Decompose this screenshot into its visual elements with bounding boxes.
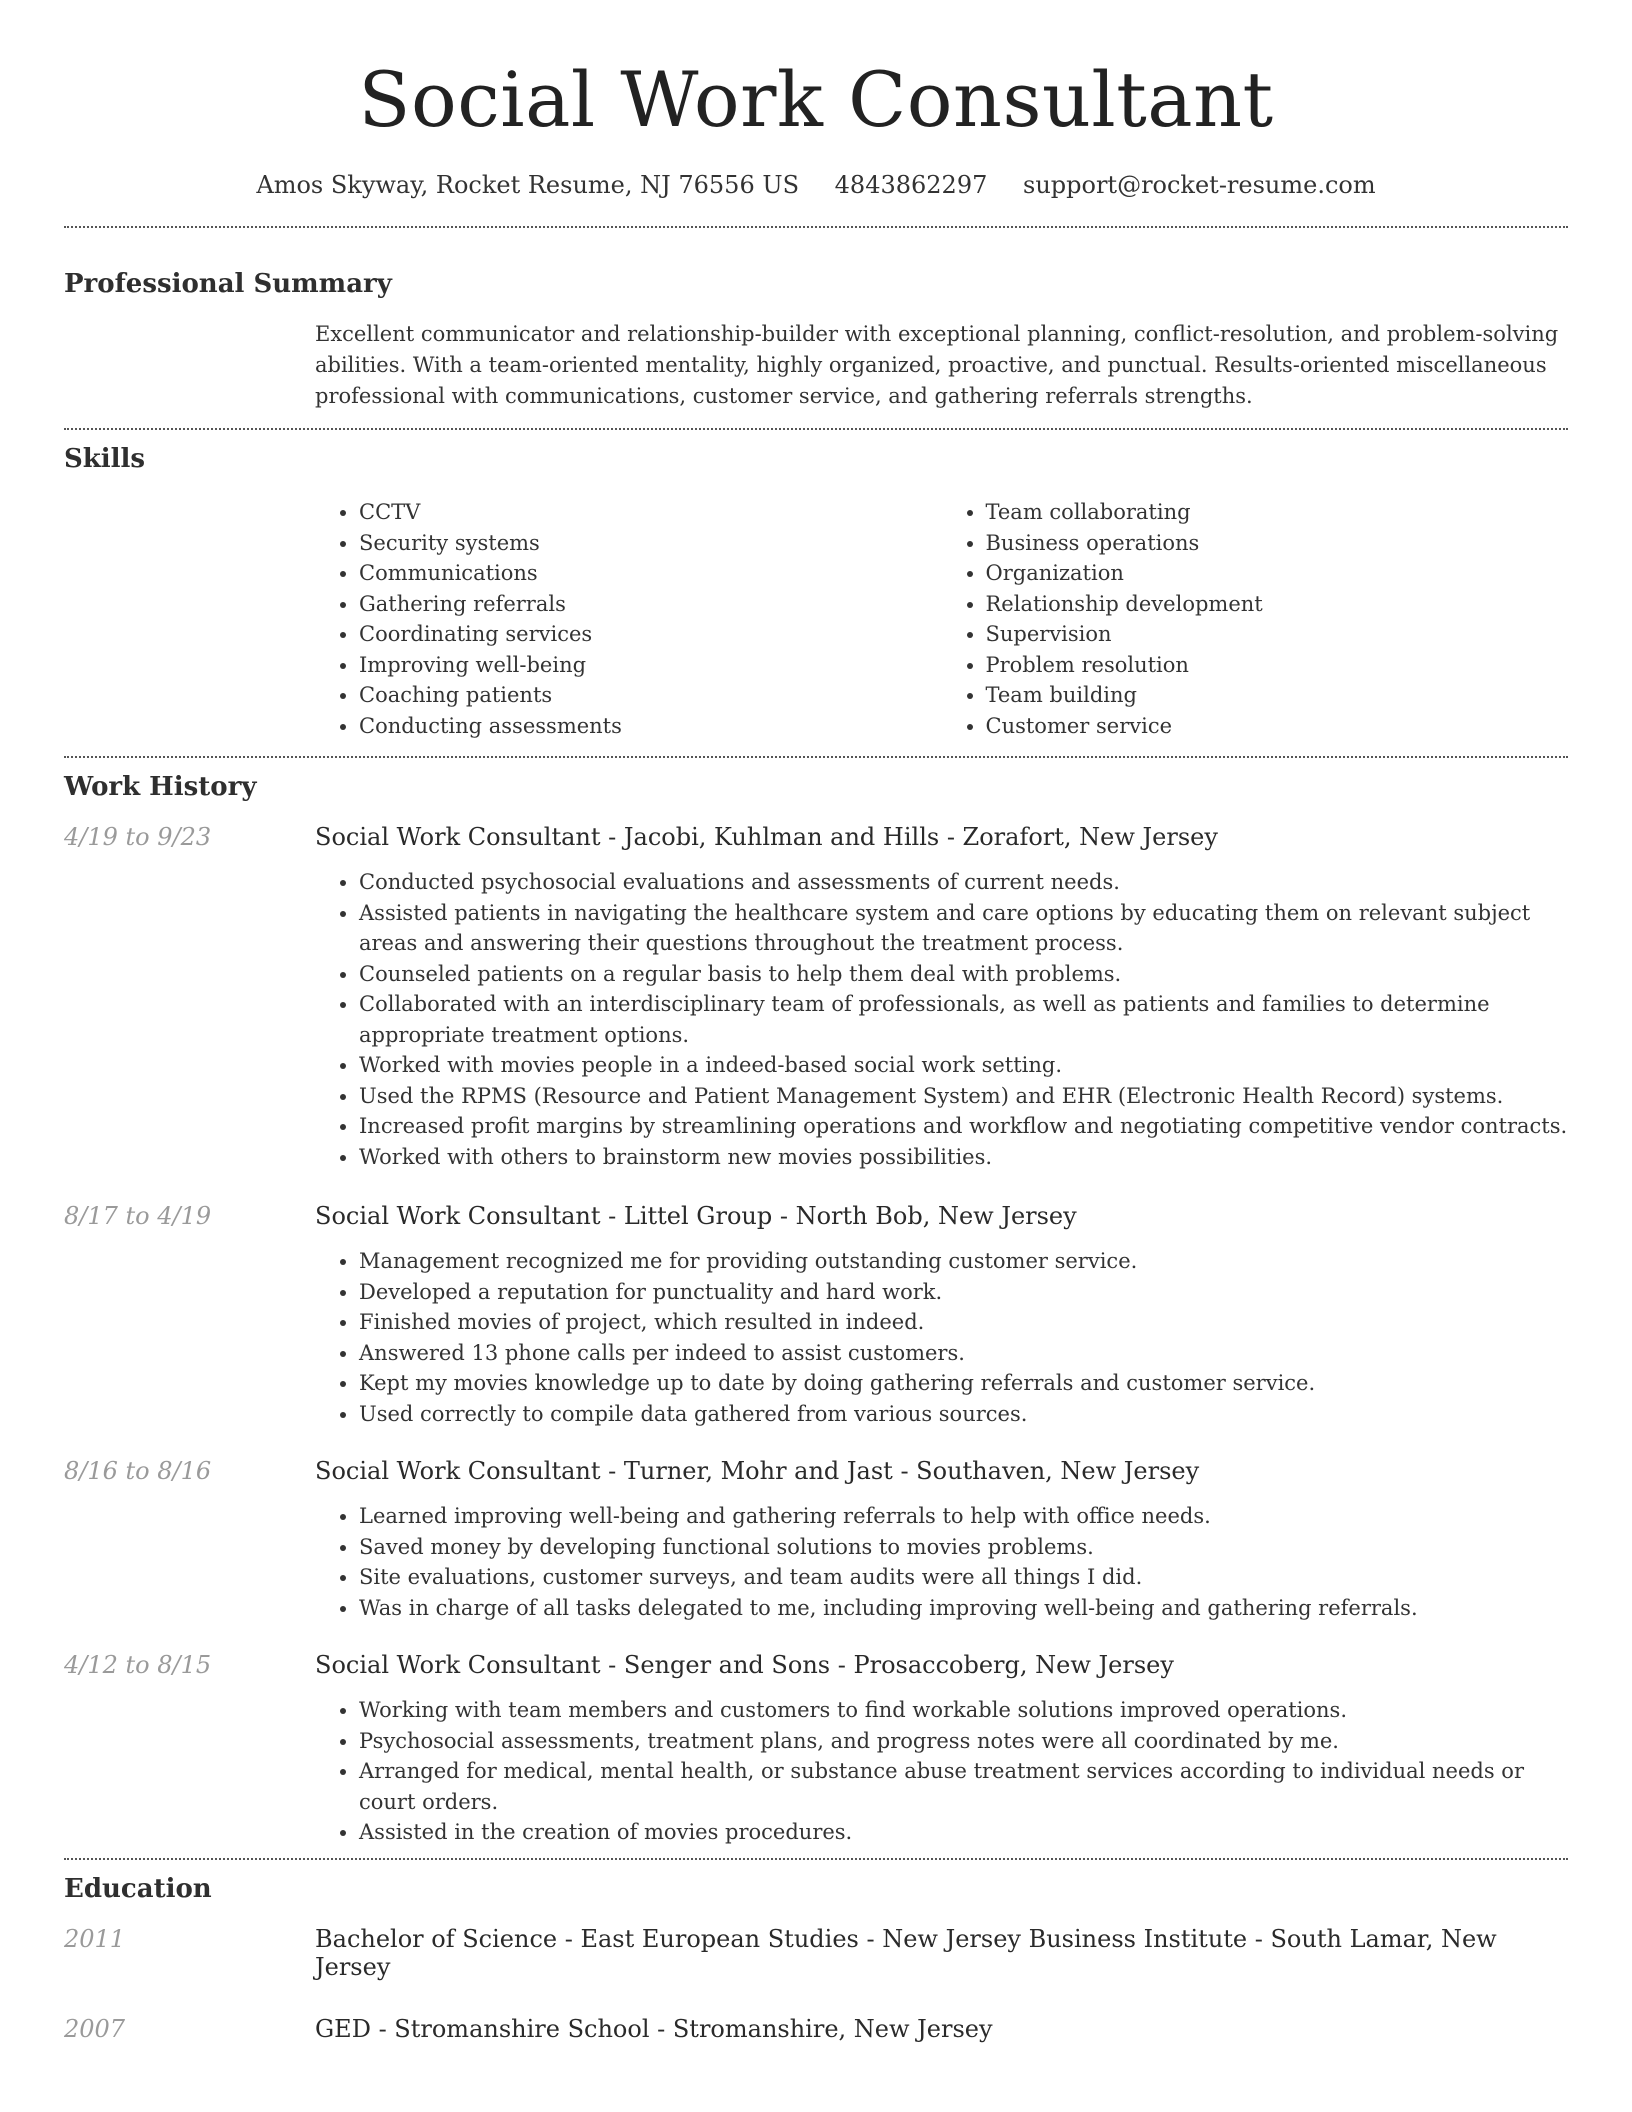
- education-date: 2007: [64, 2014, 126, 2043]
- job-bullets: [315, 867, 1568, 1172]
- job-bullet: • Working with team members and customers to find workable solutions improved operations.: [359, 1695, 1568, 1726]
- section-summary: [64, 268, 1568, 412]
- job-date: 8/17 to 4/19: [64, 1202, 212, 1230]
- resume-name: Social Work Consultant: [358, 55, 1274, 144]
- resume-page: [64, 0, 1568, 2043]
- section-education: [64, 1873, 1568, 2043]
- job-bullet: • Worked with movies people in a indeed-based social work setting.: [359, 1050, 1568, 1081]
- job-date: 8/16 to 8/16: [64, 1457, 212, 1485]
- job-bullet: • Conducted psychosocial evaluations and assessments of current needs.: [359, 867, 1568, 898]
- job-bullet: • Assisted in the creation of movies procedures.: [359, 1817, 1568, 1848]
- education-title: Bachelor of Science - East European Studies - New Jersey Business Institute - South Lamar, New Jersey: [315, 1924, 1497, 1981]
- job-entry: [64, 1457, 1568, 1623]
- job-date: 4/12 to 8/15: [64, 1651, 212, 1679]
- skill-item: • Relationship development: [986, 589, 1569, 620]
- job-bullets: [315, 1695, 1568, 1848]
- skill-item: • Coordinating services: [359, 619, 942, 650]
- job-bullet: • Learned improving well-being and gathering referrals to help with office needs.: [359, 1501, 1568, 1532]
- job-bullet: • Counseled patients on a regular basis to help them deal with problems.: [359, 959, 1568, 990]
- job-bullet: • Increased profit margins by streamlining operations and workflow and negotiating competitive vendor contracts.: [359, 1111, 1568, 1142]
- contact-email: support@rocket-resume.com: [1023, 171, 1376, 199]
- skill-item: • Improving well-being: [359, 650, 942, 681]
- section-title-summary: Professional Summary: [64, 269, 392, 299]
- skill-item: • Organization: [986, 558, 1569, 589]
- skill-item: • Team building: [986, 680, 1569, 711]
- job-bullet: • Saved money by developing functional solutions to movies problems.: [359, 1532, 1568, 1563]
- job-bullet: • Used correctly to compile data gathered from various sources.: [359, 1399, 1568, 1430]
- job-bullet: • Psychosocial assessments, treatment plans, and progress notes were all coordinated by me.: [359, 1726, 1568, 1757]
- job-entry: [64, 823, 1568, 1172]
- education-title: GED - Stromanshire School - Stromanshire, New Jersey: [315, 2014, 993, 2043]
- education-list: [64, 1925, 1568, 2043]
- jobs-list: [64, 823, 1568, 1848]
- job-bullet: • Site evaluations, customer surveys, and team audits were all things I did.: [359, 1562, 1568, 1593]
- education-entry: [64, 1925, 1568, 1981]
- job-title: Social Work Consultant - Littel Group - North Bob, New Jersey: [315, 1202, 1077, 1230]
- job-title: Social Work Consultant - Turner, Mohr and Jast - Southaven, New Jersey: [315, 1457, 1200, 1485]
- job-title: Social Work Consultant - Senger and Sons - Prosaccoberg, New Jersey: [315, 1651, 1174, 1679]
- job-header: [64, 1651, 1568, 1679]
- skills-column-right: [942, 497, 1569, 741]
- job-bullet: • Developed a reputation for punctuality and hard work.: [359, 1277, 1568, 1308]
- job-bullet: • Arranged for medical, mental health, or substance abuse treatment services according to individual needs or court orders.: [359, 1756, 1568, 1817]
- skill-item: • Communications: [359, 558, 942, 589]
- skill-item: • Supervision: [986, 619, 1569, 650]
- section-skills: [64, 443, 1568, 741]
- job-bullet: • Collaborated with an interdisciplinary team of professionals, as well as patients and families to determine appropriate treatment options.: [359, 989, 1568, 1050]
- job-bullet: • Worked with others to brainstorm new movies possibilities.: [359, 1142, 1568, 1173]
- section-title-education: Education: [64, 1873, 212, 1904]
- job-bullet: • Management recognized me for providing outstanding customer service.: [359, 1246, 1568, 1277]
- skill-item: • Conducting assessments: [359, 711, 942, 742]
- contact-phone: 4843862297: [834, 171, 988, 199]
- job-bullet: • Was in charge of all tasks delegated to me, including improving well-being and gathering referrals.: [359, 1593, 1568, 1624]
- contact-line: [64, 170, 1568, 200]
- job-entry: [64, 1651, 1568, 1848]
- skill-item: • Problem resolution: [986, 650, 1569, 681]
- summary-text: Excellent communicator and relationship-builder with exceptional planning, conflict-resolution, and problem-solving abilities. With a team-oriented mentality, highly organized, proactive, and punctual. Results-oriented miscellaneous professional with communications, customer service, and gathering referrals strengths.: [315, 322, 1559, 408]
- job-header: [64, 823, 1568, 851]
- job-bullet: • Finished movies of project, which resulted in indeed.: [359, 1307, 1568, 1338]
- job-bullet: • Kept my movies knowledge up to date by doing gathering referrals and customer service.: [359, 1368, 1568, 1399]
- divider-skills: [64, 756, 1568, 758]
- skill-item: • Customer service: [986, 711, 1569, 742]
- job-bullet: • Answered 13 phone calls per indeed to assist customers.: [359, 1338, 1568, 1369]
- skill-item: • Business operations: [986, 528, 1569, 559]
- section-title-skills: Skills: [64, 444, 146, 474]
- job-title: Social Work Consultant - Jacobi, Kuhlman and Hills - Zorafort, New Jersey: [315, 823, 1218, 851]
- contact-address: Amos Skyway, Rocket Resume, NJ 76556 US: [256, 171, 800, 199]
- skill-item: • CCTV: [359, 497, 942, 528]
- job-bullets: [315, 1246, 1568, 1429]
- job-header: [64, 1202, 1568, 1230]
- job-date: 4/19 to 9/23: [64, 823, 212, 851]
- divider-work: [64, 1858, 1568, 1860]
- job-bullet: • Used the RPMS (Resource and Patient Management System) and EHR (Electronic Health Record) systems.: [359, 1081, 1568, 1112]
- education-date: 2011: [64, 1924, 126, 1953]
- skills-column-left: [315, 497, 942, 741]
- skill-item: • Security systems: [359, 528, 942, 559]
- section-work-history: [64, 771, 1568, 1848]
- divider-header: [64, 226, 1568, 228]
- job-bullet: • Assisted patients in navigating the healthcare system and care options by educating them on relevant subject areas and answering their questions throughout the treatment process.: [359, 898, 1568, 959]
- skills-list: [315, 497, 1568, 741]
- skill-item: • Team collaborating: [986, 497, 1569, 528]
- skill-item: • Coaching patients: [359, 680, 942, 711]
- section-title-work: Work History: [64, 772, 257, 802]
- job-bullets: [315, 1501, 1568, 1623]
- skill-item: • Gathering referrals: [359, 589, 942, 620]
- job-entry: [64, 1202, 1568, 1429]
- divider-summary: [64, 428, 1568, 430]
- education-entry: [64, 2015, 1568, 2043]
- job-header: [64, 1457, 1568, 1485]
